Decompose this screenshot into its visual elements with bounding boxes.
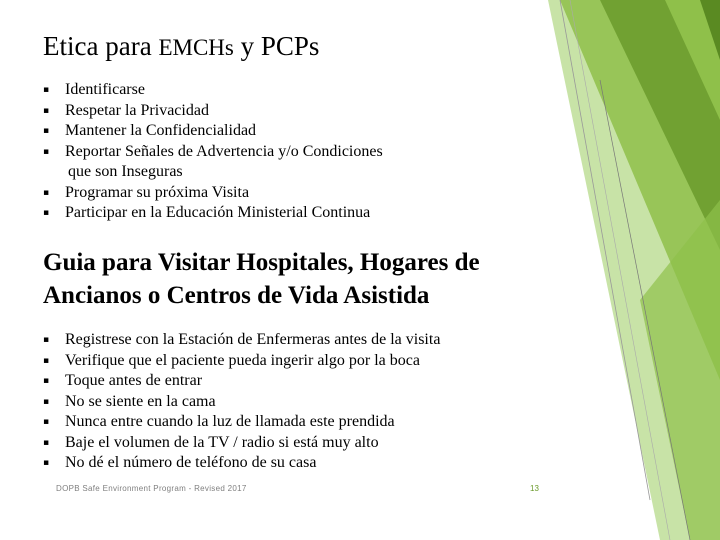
bullet-icon: ▪ — [43, 417, 50, 427]
bullet-icon: ▪ — [43, 458, 50, 468]
list-item-text: Identificarse — [65, 81, 145, 98]
list-item — [43, 330, 563, 351]
bullet-icon: ▪ — [43, 376, 50, 386]
list-item-text: No se siente en la cama — [65, 392, 216, 410]
title-part-1: Etica para — [43, 31, 159, 61]
slide-footer: DOPB Safe Environment Program - Revised 2017 — [56, 484, 247, 493]
bullet-icon: ▪ — [43, 187, 50, 198]
list-item-text: Mantener la Confidencialidad — [65, 122, 257, 139]
list-item-text: Reportar Señales de Advertencia y/o Condiciones — [65, 142, 383, 160]
visit-guide-list — [43, 330, 563, 474]
title-part-3: y PCPs — [233, 31, 320, 61]
ethics-list — [43, 80, 563, 224]
list-item-text: Participar en la Educación Ministerial Continua — [65, 204, 371, 221]
title-part-2: EMCHs — [158, 35, 234, 60]
section-title — [43, 246, 603, 312]
list-item — [43, 433, 563, 454]
bullet-icon: ▪ — [43, 208, 50, 218]
list-item — [43, 412, 563, 433]
list-item — [43, 80, 563, 101]
bullet-icon: ▪ — [43, 335, 50, 345]
list-item-text: Nunca entre cuando la luz de llamada este prendida — [65, 413, 395, 430]
list-item-text: Verifique que el paciente pueda ingerir algo por la boca — [65, 351, 420, 369]
list-item — [43, 453, 563, 474]
list-item — [43, 183, 563, 204]
bullet-icon: ▪ — [43, 85, 50, 95]
list-item — [43, 121, 563, 142]
list-item — [43, 351, 563, 372]
list-item-text: Toque antes de entrar — [65, 372, 203, 389]
section-title-line-2: Ancianos o Centros de Vida Asistida — [43, 282, 430, 309]
list-item-text: Registrese con la Estación de Enfermeras antes de la visita — [65, 331, 441, 348]
slide-title — [43, 28, 319, 66]
list-item — [43, 101, 563, 122]
list-item-text: Baje el volumen de la TV / radio si está muy alto — [65, 433, 379, 451]
section-title-line-1: Guia para Visitar Hospitales, Hogares de — [43, 249, 480, 276]
list-item-text: Respetar la Privacidad — [65, 101, 209, 119]
bullet-icon: ▪ — [43, 355, 50, 366]
list-item — [43, 392, 563, 413]
bullet-icon: ▪ — [43, 146, 50, 157]
list-item — [43, 371, 563, 392]
list-item-text: No dé el número de teléfono de su casa — [65, 454, 317, 471]
bullet-icon: ▪ — [43, 126, 50, 136]
bullet-icon: ▪ — [43, 437, 50, 448]
list-item-text: Programar su próxima Visita — [65, 183, 250, 201]
list-item-continuation: que son Inseguras — [68, 163, 183, 180]
bullet-icon: ▪ — [43, 105, 50, 116]
list-item — [43, 203, 563, 224]
list-item — [43, 142, 563, 183]
bullet-icon: ▪ — [43, 396, 50, 407]
page-number: 13 — [530, 484, 539, 493]
